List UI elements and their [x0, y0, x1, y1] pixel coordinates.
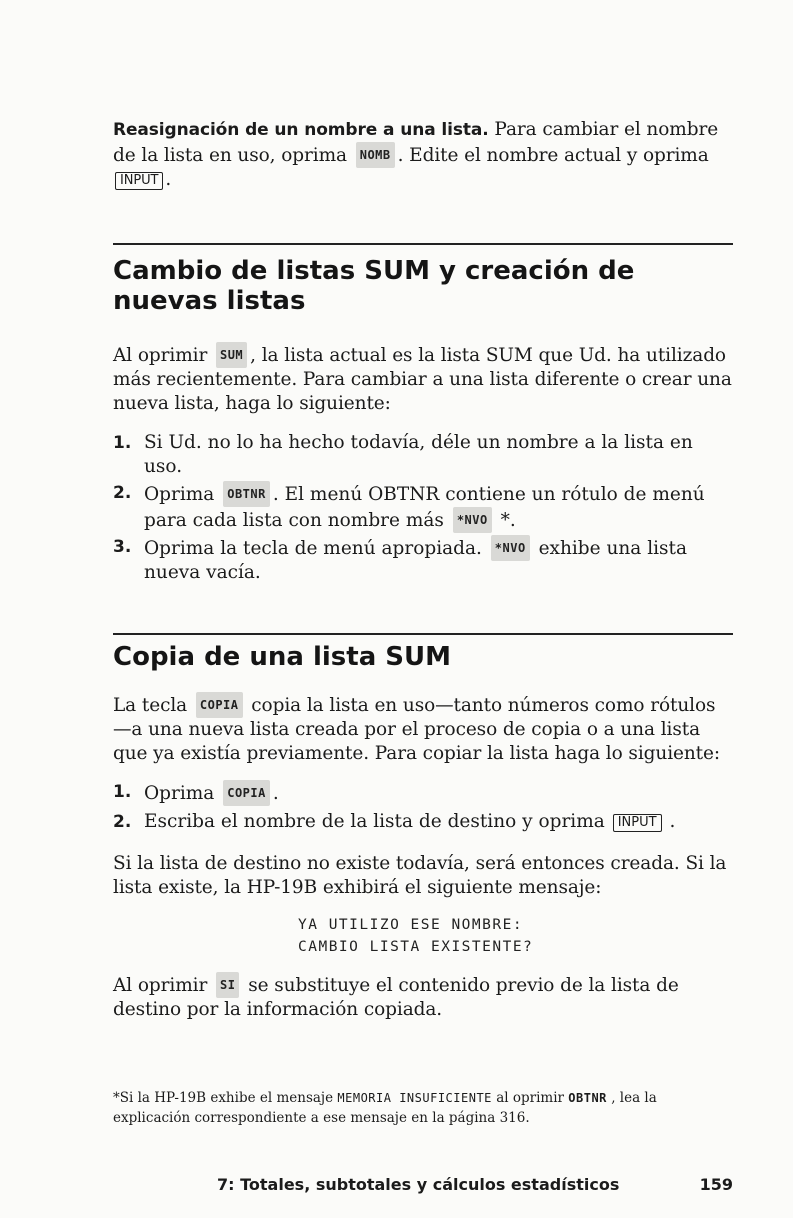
page-footer — [217, 1175, 733, 1194]
list-item — [113, 780, 733, 806]
page-number: 159 — [699, 1175, 733, 1194]
section-title-copia: Copia de una lista SUM — [113, 642, 452, 672]
copia-steps — [113, 780, 733, 834]
list-item — [113, 431, 733, 479]
display-line: CAMBIO LISTA EXISTENTE? — [298, 939, 534, 955]
nvo-key: *NVO — [453, 507, 492, 533]
copia-paragraph-2: Si la lista de destino no existe todavía, será entonces creada. Si la lista existe, la HP-19B exhibirá el siguiente mensaje: — [113, 853, 727, 898]
si-key: SI — [216, 972, 239, 998]
step-text-3: *. — [500, 510, 516, 531]
list-item — [113, 481, 733, 533]
footnote — [113, 1088, 733, 1128]
step-number: 1. — [113, 782, 132, 802]
display-line: YA UTILIZO ESE NOMBRE: — [298, 917, 524, 933]
section-divider — [113, 633, 733, 635]
step-text-1: Oprima — [144, 783, 215, 804]
copia-text-1: La tecla — [113, 695, 188, 716]
step-text-1: Escriba el nombre de la lista de destino y oprima — [144, 811, 605, 832]
chapter-title: 7: Totales, subtotales y cálculos estadísticos — [217, 1175, 620, 1194]
input-key: INPUT — [115, 172, 163, 190]
sum-key: SUM — [216, 342, 247, 368]
footnote-text-3: , lea la explicación correspondiente a ese mensaje en la página 316. — [113, 1090, 657, 1126]
step-number: 3. — [113, 537, 132, 557]
calculator-display — [113, 914, 733, 958]
nomb-key: NOMB — [356, 142, 395, 168]
copia-key: COPIA — [196, 692, 243, 718]
step-text: Si Ud. no lo ha hecho todavía, déle un nombre a la lista en uso. — [144, 432, 693, 477]
footnote-text-1: *Si la HP-19B exhibe el mensaje — [113, 1090, 334, 1106]
intro-text-3: . — [165, 169, 172, 190]
copia-text-2: copia la lista en uso—tanto números como rótulos—a una nueva lista creada por el proceso de copia o a una lista que ya existía previamente. Para copiar la lista haga lo siguiente: — [113, 695, 720, 764]
cambio-steps — [113, 431, 733, 585]
step-text-2: exhibe una lista nueva vacía. — [144, 538, 687, 583]
intro-text-1: Para cambiar el nombre de la lista en uso, oprima — [113, 119, 719, 166]
step-number: 2. — [113, 483, 132, 503]
cambio-paragraph — [113, 342, 733, 416]
intro-heading: Reasignación de un nombre a una lista. — [113, 120, 489, 140]
cambio-text-1: Al oprimir — [113, 345, 208, 366]
step-text-2: . El menú OBTNR contiene un rótulo de menú para cada lista con nombre más — [144, 484, 705, 531]
step-text-1: Oprima — [144, 484, 215, 505]
intro-paragraph — [113, 118, 733, 192]
footnote-text-2: al oprimir — [496, 1090, 564, 1106]
copia-text-4: se substituye el contenido previo de la lista de destino por la información copiada. — [113, 975, 679, 1020]
input-key: INPUT — [613, 814, 662, 832]
footnote-obtnr-key: OBTNR — [568, 1091, 607, 1105]
list-item — [113, 535, 733, 585]
step-number: 2. — [113, 812, 132, 832]
section-divider — [113, 243, 733, 245]
intro-text-2: . Edite el nombre actual y oprima — [397, 145, 709, 166]
list-item — [113, 810, 733, 834]
step-text-2: . — [272, 783, 279, 804]
step-number: 1. — [113, 433, 132, 453]
nvo-key: *NVO — [491, 535, 530, 561]
section-title-cambio: Cambio de listas SUM y creación de nuevas listas — [113, 256, 635, 316]
copia-text-3: Al oprimir — [113, 975, 208, 996]
footnote-message: MEMORIA INSUFICIENTE — [337, 1091, 492, 1105]
copia-paragraph-3 — [113, 972, 733, 1022]
step-text-2: . — [669, 811, 676, 832]
cambio-text-2: , la lista actual es la lista SUM que Ud. ha utilizado más recientemente. Para cambiar a una lista diferente o crear una nueva lista, haga lo siguiente: — [113, 345, 732, 414]
step-text-1: Oprima la tecla de menú apropiada. — [144, 538, 482, 559]
obtnr-key: OBTNR — [223, 481, 270, 507]
copia-paragraph — [113, 692, 733, 766]
copia-key: COPIA — [223, 780, 270, 806]
page-content — [113, 118, 733, 1128]
